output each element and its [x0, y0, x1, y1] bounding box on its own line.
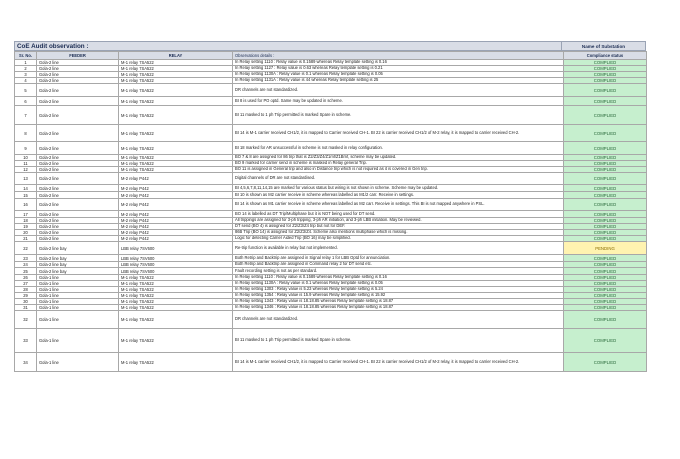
compliance-status-badge: COMPLIED [564, 173, 647, 185]
observation-cell: In Relay setting 1110 : Relay value is 0.1589 whereas Relay template setting is 0.16 [233, 60, 564, 66]
relay-cell: M-1 relay 7SA522 [119, 84, 233, 97]
feeder-cell: Gola-2 line bay [37, 262, 119, 268]
table-row [15, 106, 647, 125]
sr-no-cell: 32 [15, 311, 37, 329]
compliance-status-badge: COMPLIED [564, 311, 647, 329]
feeder-cell: Gola-2 line [37, 173, 119, 185]
table-row [15, 192, 647, 199]
table-row [15, 211, 647, 218]
table-header-row [15, 52, 647, 60]
feeder-cell: Gola-2 line [37, 125, 119, 142]
table-row [15, 185, 647, 192]
relay-cell: LBB relay 7SV600 [119, 268, 233, 275]
table-body [15, 60, 647, 372]
sr-no-cell: 13 [15, 173, 37, 185]
sheet-title: CoE Audit observation : [17, 43, 89, 50]
feeder-cell: Gola-1 line [37, 299, 119, 305]
table-row [15, 329, 647, 353]
compliance-status-badge: COMPLIED [564, 262, 647, 268]
header-observations: Observations details : [233, 52, 564, 60]
observation-cell: 86B Trip (BO 14) is assigned for Z2/Z3/Z4. Scheme also mentions multiphase which is missing. [233, 230, 564, 236]
compliance-status-badge: COMPLIED [564, 142, 647, 155]
table-row [15, 353, 647, 372]
compliance-status-badge: COMPLIED [564, 97, 647, 106]
feeder-cell: Gola-2 line [37, 84, 119, 97]
feeder-cell: Gola-2 line [37, 199, 119, 211]
observation-cell: In Relay setting 1343 : Relay value is 18.18.85 whereas Relay template setting is 18.87 [233, 299, 564, 305]
relay-cell: M-2 relay P442 [119, 173, 233, 185]
table-row [15, 125, 647, 142]
relay-cell: M-1 relay 7SA522 [119, 167, 233, 173]
observation-cell: In Relay setting 1130A : Relay value is 0.1 whereas Relay template setting is 0.05 [233, 72, 564, 78]
compliance-status-badge: COMPLIED [564, 299, 647, 305]
sr-no-cell: 16 [15, 199, 37, 211]
observation-cell: BO 9 marked for carrier send in scheme is masked in Relay general Trip. [233, 161, 564, 167]
compliance-status-badge: COMPLIED [564, 211, 647, 218]
substation-header: Name of Substation [561, 42, 645, 50]
observation-cell: In Relay setting 1110 : Relay value is 0.1589 whereas Relay template setting is 0.16 [233, 275, 564, 281]
sr-no-cell: 29 [15, 293, 37, 299]
observation-cell: Both Retrip and Backtrip are assigned in Command relay 2 for DT send etc. [233, 262, 564, 268]
compliance-status-badge: COMPLIED [564, 236, 647, 242]
relay-cell: M-1 relay 7SA522 [119, 155, 233, 161]
feeder-cell: Gola-1 line [37, 329, 119, 353]
relay-cell: M-2 relay P442 [119, 218, 233, 224]
compliance-status-badge: COMPLIED [564, 268, 647, 275]
observation-cell: In Relay setting 1127 : Relay value is 0.63 whereas Relay template setting is 0.21 [233, 66, 564, 72]
observation-cell: BI 4,5,6,7,8,11,14,15 are marked for various status but wiring is not shown in scheme. Scheme may be updated. [233, 185, 564, 192]
compliance-status-badge: COMPLIED [564, 255, 647, 262]
feeder-cell: Gola-2 line [37, 224, 119, 230]
feeder-cell: Gola-2 line [37, 106, 119, 125]
feeder-cell: Gola-2 line [37, 97, 119, 106]
observation-cell: In Relay setting 1354 : Relay value is 15.9 whereas Relay template setting is 15.92 [233, 293, 564, 299]
sr-no-cell: 5 [15, 84, 37, 97]
sr-no-cell: 17 [15, 211, 37, 218]
feeder-cell: Gola-2 line [37, 161, 119, 167]
relay-cell: M-1 relay 7SA522 [119, 125, 233, 142]
sr-no-cell: 34 [15, 353, 37, 372]
sr-no-cell: 1 [15, 60, 37, 66]
relay-cell: M-1 relay 7SA522 [119, 287, 233, 293]
compliance-status-badge: COMPLIED [564, 224, 647, 230]
compliance-status-badge: COMPLIED [564, 275, 647, 281]
observation-cell: BI 14 is shown as M1 carrier receive in scheme whereas labelled as M2 carr. Receive in settings. This BI is not mapped anywhere in PSL. [233, 199, 564, 211]
compliance-status-badge: COMPLIED [564, 78, 647, 84]
observation-cell: DR channels are not standardized. [233, 311, 564, 329]
observation-cell: Logic for detecting Carrier Aided Trip (BO 16) may be simplified. [233, 236, 564, 242]
observation-cell: BI 11 masked to 1 ph Trip permitted is marked Spare in scheme. [233, 106, 564, 125]
header-feeder: FEEDER [37, 52, 119, 60]
feeder-cell: Gola-1 line [37, 311, 119, 329]
relay-cell: M-2 relay P442 [119, 230, 233, 236]
sr-no-cell: 21 [15, 236, 37, 242]
observation-cell: BI 10 is shown as M2 carrier receive in scheme whereas labelled as M1/2 carr. Receive in settings. [233, 192, 564, 199]
relay-cell: M-1 relay 7SA522 [119, 60, 233, 66]
audit-sheet [14, 41, 646, 372]
sr-no-cell: 27 [15, 281, 37, 287]
feeder-cell: Gola-2 line [37, 72, 119, 78]
sr-no-cell: 15 [15, 192, 37, 199]
compliance-status-badge: COMPLIED [564, 230, 647, 236]
compliance-status-badge: COMPLIED [564, 293, 647, 299]
sr-no-cell: 23 [15, 255, 37, 262]
compliance-status-badge: COMPLIED [564, 305, 647, 311]
observation-cell: BO 11 is assigned in General trip and also in Distance trip which is not required as it is covered in Gen trip. [233, 167, 564, 173]
compliance-status-badge: COMPLIED [564, 167, 647, 173]
observation-cell: BO 7 & 8 are assigned for 86 trip that is Z2/Z3/Z4/Z1mf/Z1Bmf, scheme may be updated. [233, 155, 564, 161]
feeder-cell: Gola-1 line [37, 353, 119, 372]
sr-no-cell: 14 [15, 185, 37, 192]
feeder-cell: Gola-1 line [37, 281, 119, 287]
table-row [15, 97, 647, 106]
compliance-status-badge: COMPLIED [564, 199, 647, 211]
relay-cell: M-1 relay 7SA522 [119, 72, 233, 78]
feeder-cell: Gola-2 line [37, 218, 119, 224]
sr-no-cell: 7 [15, 106, 37, 125]
sr-no-cell: 3 [15, 72, 37, 78]
feeder-cell: Gola-1 line [37, 293, 119, 299]
observation-cell: In Relay setting 1303 : Relay value is 5.23 whereas Relay template setting is 5.24 [233, 287, 564, 293]
observation-cell: BI 8 is used for PO optd. Same may be updated in scheme. [233, 97, 564, 106]
sr-no-cell: 22 [15, 242, 37, 255]
observation-table [14, 51, 647, 372]
header-sr-no: Sr. No. [15, 52, 37, 60]
observation-cell: In Relay setting 1131A : Relay value is 44 whereas Relay template setting is 25 [233, 78, 564, 84]
relay-cell: M-1 relay 7SA522 [119, 311, 233, 329]
observation-cell: DT send (BO 4) is assigned for Z2/Z3/Z4 trip but not for DEF. [233, 224, 564, 230]
compliance-status-badge: COMPLIED [564, 218, 647, 224]
observation-cell: DR channels are not standardized. [233, 84, 564, 97]
observation-cell: BI 14 is M-1 carrier received CH1/2, it is mapped to Carrier received CH-1. BI 22 is carrier received CH1/2 of M-2 relay, it is mapped to carrier received CH-2. [233, 125, 564, 142]
sr-no-cell: 12 [15, 167, 37, 173]
feeder-cell: Gola-2 line [37, 185, 119, 192]
relay-cell: LBB relay 7SV600 [119, 255, 233, 262]
relay-cell: M-2 relay P442 [119, 185, 233, 192]
compliance-status-badge: COMPLIED [564, 155, 647, 161]
compliance-status-badge: COMPLIED [564, 287, 647, 293]
compliance-status-badge: COMPLIED [564, 353, 647, 372]
observation-cell: BI 11 masked to 1 ph Trip permitted is marked Spare in scheme. [233, 329, 564, 353]
observation-cell: BI 18 marked for AR unsuccessful in scheme is not masked in relay configuration. [233, 142, 564, 155]
relay-cell: M-1 relay 7SA522 [119, 275, 233, 281]
observation-cell: In Relay setting 1346 : Relay value is 18.18.85 whereas Relay template setting is 18.87 [233, 305, 564, 311]
table-row [15, 242, 647, 255]
relay-cell: M-1 relay 7SA522 [119, 66, 233, 72]
compliance-status-badge: COMPLIED [564, 66, 647, 72]
table-row [15, 199, 647, 211]
header-compliance-status: Compliance status [564, 52, 647, 60]
feeder-cell: Gola-2 line [37, 167, 119, 173]
compliance-status-badge: COMPLIED [564, 329, 647, 353]
sr-no-cell: 8 [15, 125, 37, 142]
feeder-cell: Gola-1 line [37, 287, 119, 293]
relay-cell: M-1 relay 7SA522 [119, 329, 233, 353]
observation-cell: BI 14 is M-1 carrier received CH1/2, it is mapped to Carrier received CH-1. BI 22 is carrier received CH1/2 of M-2 relay, it is mapped to carrier received CH-2. [233, 353, 564, 372]
compliance-status-badge: COMPLIED [564, 84, 647, 97]
relay-cell: LBB relay 7SV600 [119, 262, 233, 268]
relay-cell: M-1 relay 7SA522 [119, 281, 233, 287]
sr-no-cell: 30 [15, 299, 37, 305]
table-row [15, 84, 647, 97]
sr-no-cell: 9 [15, 142, 37, 155]
relay-cell: M-1 relay 7SA522 [119, 305, 233, 311]
compliance-status-badge: COMPLIED [564, 125, 647, 142]
table-row [15, 311, 647, 329]
relay-cell: M-1 relay 7SA522 [119, 142, 233, 155]
sr-no-cell: 31 [15, 305, 37, 311]
compliance-status-badge: COMPLIED [564, 192, 647, 199]
feeder-cell: Gola-2 line bay [37, 255, 119, 262]
table-row [15, 255, 647, 262]
title-bar [14, 41, 646, 51]
sr-no-cell: 2 [15, 66, 37, 72]
relay-cell: M-1 relay 7SA522 [119, 97, 233, 106]
feeder-cell: Gola-2 line [37, 155, 119, 161]
feeder-cell: Gola-2 line [37, 60, 119, 66]
feeder-cell: Gola-2 line [37, 66, 119, 72]
sr-no-cell: 6 [15, 97, 37, 106]
relay-cell: M-2 relay P442 [119, 224, 233, 230]
relay-cell: M-2 relay P442 [119, 192, 233, 199]
relay-cell: M-1 relay 7SA522 [119, 353, 233, 372]
feeder-cell: Gola-1 line [37, 305, 119, 311]
feeder-cell: Gola-2 line bay [37, 242, 119, 255]
relay-cell: M-2 relay P442 [119, 199, 233, 211]
sr-no-cell: 20 [15, 230, 37, 236]
relay-cell: LBB relay 7SV600 [119, 242, 233, 255]
header-relay: RELAY [119, 52, 233, 60]
compliance-status-badge: COMPLIED [564, 72, 647, 78]
observation-cell: In Relay setting 1130A : Relay value is 0.1 whereas Relay template setting is 0.05 [233, 281, 564, 287]
sr-no-cell: 10 [15, 155, 37, 161]
compliance-status-badge: COMPLIED [564, 281, 647, 287]
sr-no-cell: 18 [15, 218, 37, 224]
feeder-cell: Gola-2 line bay [37, 268, 119, 275]
relay-cell: M-1 relay 7SA522 [119, 161, 233, 167]
table-row [15, 268, 647, 275]
feeder-cell: Gola-2 line [37, 211, 119, 218]
compliance-status-badge: COMPLIED [564, 185, 647, 192]
relay-cell: M-1 relay 7SA522 [119, 78, 233, 84]
sr-no-cell: 24 [15, 262, 37, 268]
observation-cell: Both Retrip and Backtrip are assigned in Signal relay 1 for LBB Optd for annunciation. [233, 255, 564, 262]
compliance-status-badge: COMPLIED [564, 60, 647, 66]
feeder-cell: Gola-2 line [37, 192, 119, 199]
observation-cell: All trippings are assigned for 3-ph tripping, 3-ph AR initiation, and 3-ph LBB initiation. May be reviewed. [233, 218, 564, 224]
sr-no-cell: 25 [15, 268, 37, 275]
relay-cell: M-1 relay 7SA522 [119, 293, 233, 299]
observation-cell: Fault recording setting is not as per standard. [233, 268, 564, 275]
feeder-cell: Gola-2 line [37, 78, 119, 84]
relay-cell: M-2 relay P442 [119, 236, 233, 242]
compliance-status-badge: PENDING [564, 242, 647, 255]
observation-cell: Digital channels of DR are not standardised. [233, 173, 564, 185]
relay-cell: M-2 relay P442 [119, 211, 233, 218]
feeder-cell: Gola-2 line [37, 230, 119, 236]
feeder-cell: Gola-1 line [37, 275, 119, 281]
table-row [15, 173, 647, 185]
sr-no-cell: 26 [15, 275, 37, 281]
sr-no-cell: 11 [15, 161, 37, 167]
sr-no-cell: 19 [15, 224, 37, 230]
sr-no-cell: 4 [15, 78, 37, 84]
compliance-status-badge: COMPLIED [564, 161, 647, 167]
sr-no-cell: 28 [15, 287, 37, 293]
relay-cell: M-1 relay 7SA522 [119, 106, 233, 125]
observation-cell: Re-trip function is available in relay but not implemented. [233, 242, 564, 255]
feeder-cell: Gola-2 line [37, 142, 119, 155]
feeder-cell: Gola-2 line [37, 236, 119, 242]
observation-cell: BO 14 is labelled as DT Trip/Multiphase but it is NOT being used for DT send. [233, 211, 564, 218]
table-row [15, 142, 647, 155]
compliance-status-badge: COMPLIED [564, 106, 647, 125]
sr-no-cell: 33 [15, 329, 37, 353]
relay-cell: M-1 relay 7SA522 [119, 299, 233, 305]
